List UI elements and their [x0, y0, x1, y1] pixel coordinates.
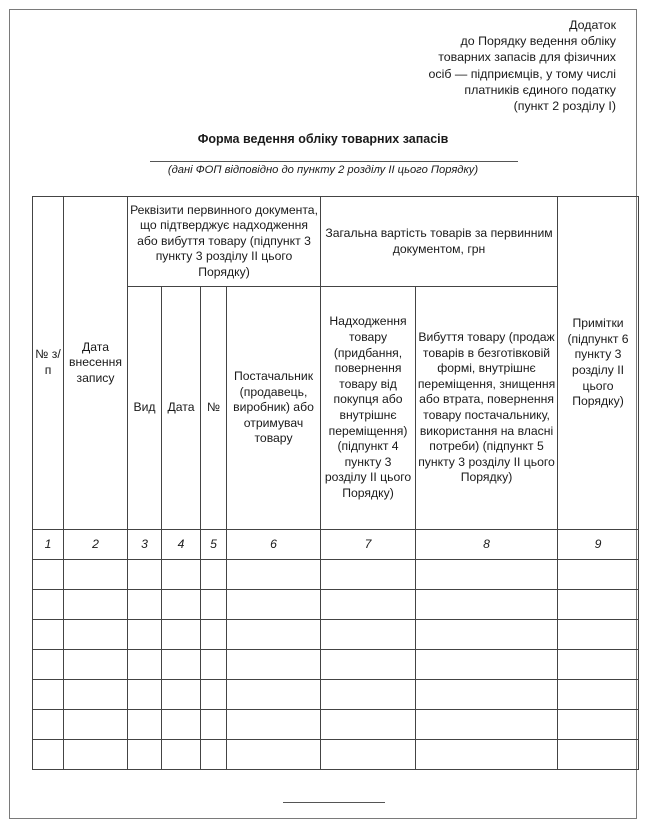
ledger-entry-cell[interactable]	[128, 680, 162, 710]
header-disposal: Вибуття товару (продаж товарів в безготівковій формі, внутрішнє переміщення, знищення або втрата, повернення товару постачальнику, використання на власні потреби) (підпункт 5 пункту 3 розділу II цього Порядку)	[416, 287, 558, 530]
ledger-entry-cell[interactable]	[227, 740, 321, 770]
header-document-number: №	[201, 287, 227, 530]
ledger-entry-cell[interactable]	[558, 710, 639, 740]
header-counterparty: Постачальник (продавець, виробник) або отримувач товару	[227, 287, 321, 530]
ledger-entry-cell[interactable]	[162, 710, 201, 740]
column-number-row	[33, 530, 639, 560]
form-page	[9, 9, 637, 819]
column-number: 2	[64, 530, 128, 560]
ledger-entry-cell[interactable]	[33, 560, 64, 590]
ledger-entry-cell[interactable]	[321, 740, 416, 770]
ledger-entry-row	[33, 560, 639, 590]
ledger-entry-cell[interactable]	[227, 650, 321, 680]
column-number: 8	[416, 530, 558, 560]
header-total-value: Загальна вартість товарів за первинним документом, грн	[321, 197, 558, 287]
ledger-entry-cell[interactable]	[416, 590, 558, 620]
ledger-entry-cell[interactable]	[33, 650, 64, 680]
ledger-entry-cell[interactable]	[416, 710, 558, 740]
ledger-entry-cell[interactable]	[201, 620, 227, 650]
header-receipt: Надходження товару (придбання, повернення товару від покупця або внутрішнє переміщення) (підпункт 4 пункту 3 розділу II цього Порядку)	[321, 287, 416, 530]
ledger-entry-cell[interactable]	[33, 710, 64, 740]
ledger-entry-cell[interactable]	[33, 590, 64, 620]
ledger-entry-cell[interactable]	[33, 740, 64, 770]
ledger-entry-cell[interactable]	[416, 680, 558, 710]
ledger-entry-cell[interactable]	[227, 590, 321, 620]
ledger-entry-cell[interactable]	[33, 620, 64, 650]
column-number: 6	[227, 530, 321, 560]
ledger-entry-cell[interactable]	[321, 710, 416, 740]
ledger-entry-cell[interactable]	[558, 590, 639, 620]
column-number: 1	[33, 530, 64, 560]
header-entry-date: Дата внесення запису	[64, 197, 128, 530]
ledger-entry-cell[interactable]	[128, 620, 162, 650]
ledger-entry-cell[interactable]	[321, 650, 416, 680]
ledger-entry-cell[interactable]	[227, 620, 321, 650]
appendix-line: до Порядку ведення обліку	[460, 34, 616, 49]
ledger-entry-row	[33, 710, 639, 740]
header-row-number: № з/п	[33, 197, 64, 530]
ledger-entry-cell[interactable]	[162, 560, 201, 590]
column-number: 9	[558, 530, 639, 560]
ledger-entry-cell[interactable]	[416, 620, 558, 650]
appendix-line: Додаток	[569, 18, 616, 32]
ledger-entry-row	[33, 590, 639, 620]
footer-line	[283, 802, 385, 803]
header-document-type: Вид	[128, 287, 162, 530]
ledger-entry-rows	[33, 560, 639, 770]
ledger-entry-cell[interactable]	[128, 650, 162, 680]
column-number: 5	[201, 530, 227, 560]
ledger-entry-cell[interactable]	[64, 740, 128, 770]
ledger-entry-cell[interactable]	[128, 710, 162, 740]
ledger-entry-cell[interactable]	[227, 560, 321, 590]
ledger-entry-row	[33, 620, 639, 650]
ledger-entry-cell[interactable]	[416, 740, 558, 770]
ledger-entry-cell[interactable]	[321, 560, 416, 590]
header-document-date: Дата	[162, 287, 201, 530]
ledger-entry-cell[interactable]	[128, 590, 162, 620]
ledger-entry-cell[interactable]	[162, 680, 201, 710]
ledger-entry-cell[interactable]	[64, 680, 128, 710]
appendix-line: платників єдиного податку	[464, 82, 616, 97]
ledger-entry-cell[interactable]	[558, 650, 639, 680]
ledger-entry-cell[interactable]	[201, 740, 227, 770]
appendix-note	[356, 17, 616, 114]
column-number: 3	[128, 530, 162, 560]
ledger-entry-cell[interactable]	[64, 560, 128, 590]
appendix-line: осіб — підприємців, у тому числі	[428, 66, 616, 81]
ledger-entry-cell[interactable]	[201, 590, 227, 620]
ledger-entry-cell[interactable]	[201, 710, 227, 740]
ledger-entry-cell[interactable]	[201, 560, 227, 590]
ledger-entry-cell[interactable]	[162, 740, 201, 770]
ledger-entry-cell[interactable]	[558, 680, 639, 710]
ledger-entry-cell[interactable]	[201, 650, 227, 680]
fill-in-caption: (дані ФОП відповідно до пункту 2 розділу II цього Порядку)	[167, 164, 479, 176]
ledger-entry-row	[33, 740, 639, 770]
ledger-entry-row	[33, 650, 639, 680]
ledger-entry-cell[interactable]	[33, 680, 64, 710]
header-document-details: Реквізити первинного документа, що підтверджує надходження або вибуття товару (підпункт 3 пункту 3 розділу II цього Порядку)	[128, 197, 321, 287]
ledger-entry-cell[interactable]	[162, 590, 201, 620]
fill-in-line	[150, 161, 518, 162]
ledger-entry-cell[interactable]	[162, 620, 201, 650]
ledger-entry-cell[interactable]	[64, 620, 128, 650]
ledger-entry-cell[interactable]	[162, 650, 201, 680]
inventory-ledger-table	[32, 196, 639, 770]
form-title: Форма ведення обліку товарних запасів	[197, 132, 449, 146]
ledger-entry-cell[interactable]	[558, 560, 639, 590]
ledger-entry-row	[33, 680, 639, 710]
ledger-entry-cell[interactable]	[416, 560, 558, 590]
appendix-line: (пункт 2 розділу I)	[513, 99, 616, 114]
ledger-entry-cell[interactable]	[558, 740, 639, 770]
ledger-entry-cell[interactable]	[64, 650, 128, 680]
ledger-entry-cell[interactable]	[321, 680, 416, 710]
ledger-entry-cell[interactable]	[201, 680, 227, 710]
ledger-entry-cell[interactable]	[128, 560, 162, 590]
appendix-line: товарних запасів для фізичних	[438, 50, 616, 65]
header-notes: Примітки (підпункт 6 пункту 3 розділу II цього Порядку)	[558, 197, 639, 530]
ledger-entry-cell[interactable]	[558, 620, 639, 650]
column-number: 4	[162, 530, 201, 560]
ledger-entry-cell[interactable]	[227, 680, 321, 710]
ledger-entry-cell[interactable]	[128, 740, 162, 770]
ledger-entry-cell[interactable]	[321, 590, 416, 620]
ledger-entry-cell[interactable]	[64, 710, 128, 740]
column-number: 7	[321, 530, 416, 560]
ledger-entry-cell[interactable]	[227, 710, 321, 740]
ledger-entry-cell[interactable]	[416, 650, 558, 680]
ledger-entry-cell[interactable]	[64, 590, 128, 620]
ledger-entry-cell[interactable]	[321, 620, 416, 650]
